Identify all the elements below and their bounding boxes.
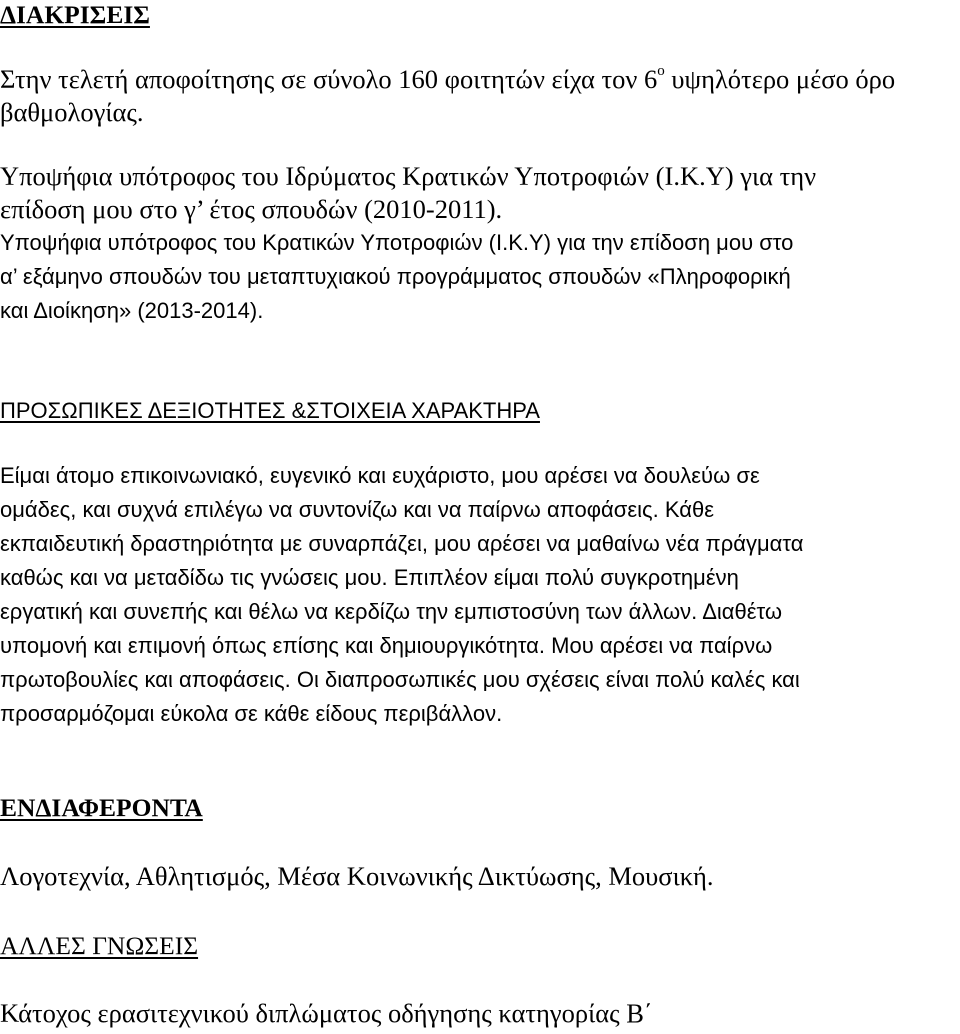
ranking-line-2: βαθμολογίας. bbox=[0, 97, 144, 127]
personal-skills-line: Είμαι άτομο επικοινωνιακό, ευγενικό και ευχάριστο, μου αρέσει να δουλεύω σε bbox=[0, 463, 760, 488]
ranking-text-before: Στην τελετή αποφοίτησης σε σύνολο 160 φοιτητών είχα τον 6 bbox=[0, 64, 658, 94]
ranking-text-after: υψηλότερο μέσο όρο bbox=[664, 64, 896, 94]
personal-skills-line: ομάδες, και συχνά επιλέγω να συντονίζω και να παίρνω αποφάσεις. Κάθε bbox=[0, 497, 715, 522]
awards-heading: ΔΙΑΚΡΙΣΕΙΣ bbox=[0, 0, 150, 29]
personal-skills-line: εργατική και συνεπής και θέλω να κερδίζω την εμπιστοσύνη των άλλων. Διαθέτω bbox=[0, 599, 783, 624]
other-knowledge-heading: ΑΛΛΕΣ ΓΝΩΣΕΙΣ bbox=[0, 931, 199, 960]
other-knowledge-text: Κάτοχος ερασιτεχνικού διπλώματος οδήγησης κατηγορίας Β΄ bbox=[0, 998, 653, 1028]
interests-heading: ΕΝΔΙΑΦΕΡΟΝΤΑ bbox=[0, 793, 203, 822]
ranking-line-1 bbox=[0, 63, 896, 94]
personal-skills-heading: ΠΡΟΣΩΠΙΚΕΣ ΔΕΞΙΟΤΗΤΕΣ &ΣΤΟΙΧΕΙΑ ΧΑΡΑΚΤΗΡΑ bbox=[0, 398, 540, 423]
ranking-superscript: ο bbox=[657, 63, 665, 79]
scholarship-2-line-1: Υποψήφια υπότροφος του Κρατικών Υποτροφιών (Ι.Κ.Υ) για την επίδοση μου στο bbox=[0, 230, 794, 255]
personal-skills-line: εκπαιδευτική δραστηριότητα με συναρπάζει, μου αρέσει να μαθαίνω νέα πράγματα bbox=[0, 531, 804, 556]
scholarship-2-line-3: και Διοίκηση» (2013-2014). bbox=[0, 298, 264, 323]
personal-skills-line: καθώς και να μεταδίδω τις γνώσεις μου. Επιπλέον είμαι πολύ συγκροτημένη bbox=[0, 565, 739, 590]
personal-skills-line: υπομονή και επιμονή όπως επίσης και δημιουργικότητα. Μου αρέσει να παίρνω bbox=[0, 633, 773, 658]
interests-text: Λογοτεχνία, Αθλητισμός, Μέσα Κοινωνικής Δικτύωσης, Μουσική. bbox=[0, 861, 714, 891]
scholarship-1-line-2: επίδοση μου στο γ’ έτος σπουδών (2010-2011). bbox=[0, 194, 503, 224]
personal-skills-line: πρωτοβουλίες και αποφάσεις. Οι διαπροσωπικές μου σχέσεις είναι πολύ καλές και bbox=[0, 667, 800, 692]
personal-skills-line: προσαρμόζομαι εύκολα σε κάθε είδους περιβάλλον. bbox=[0, 701, 503, 726]
scholarship-2-line-2: α’ εξάμηνο σπουδών του μεταπτυχιακού προγράμματος σπουδών «Πληροφορική bbox=[0, 264, 791, 289]
scholarship-1-line-1: Υποψήφια υπότροφος του Ιδρύματος Κρατικών Υποτροφιών (Ι.Κ.Υ) για την bbox=[0, 161, 817, 191]
